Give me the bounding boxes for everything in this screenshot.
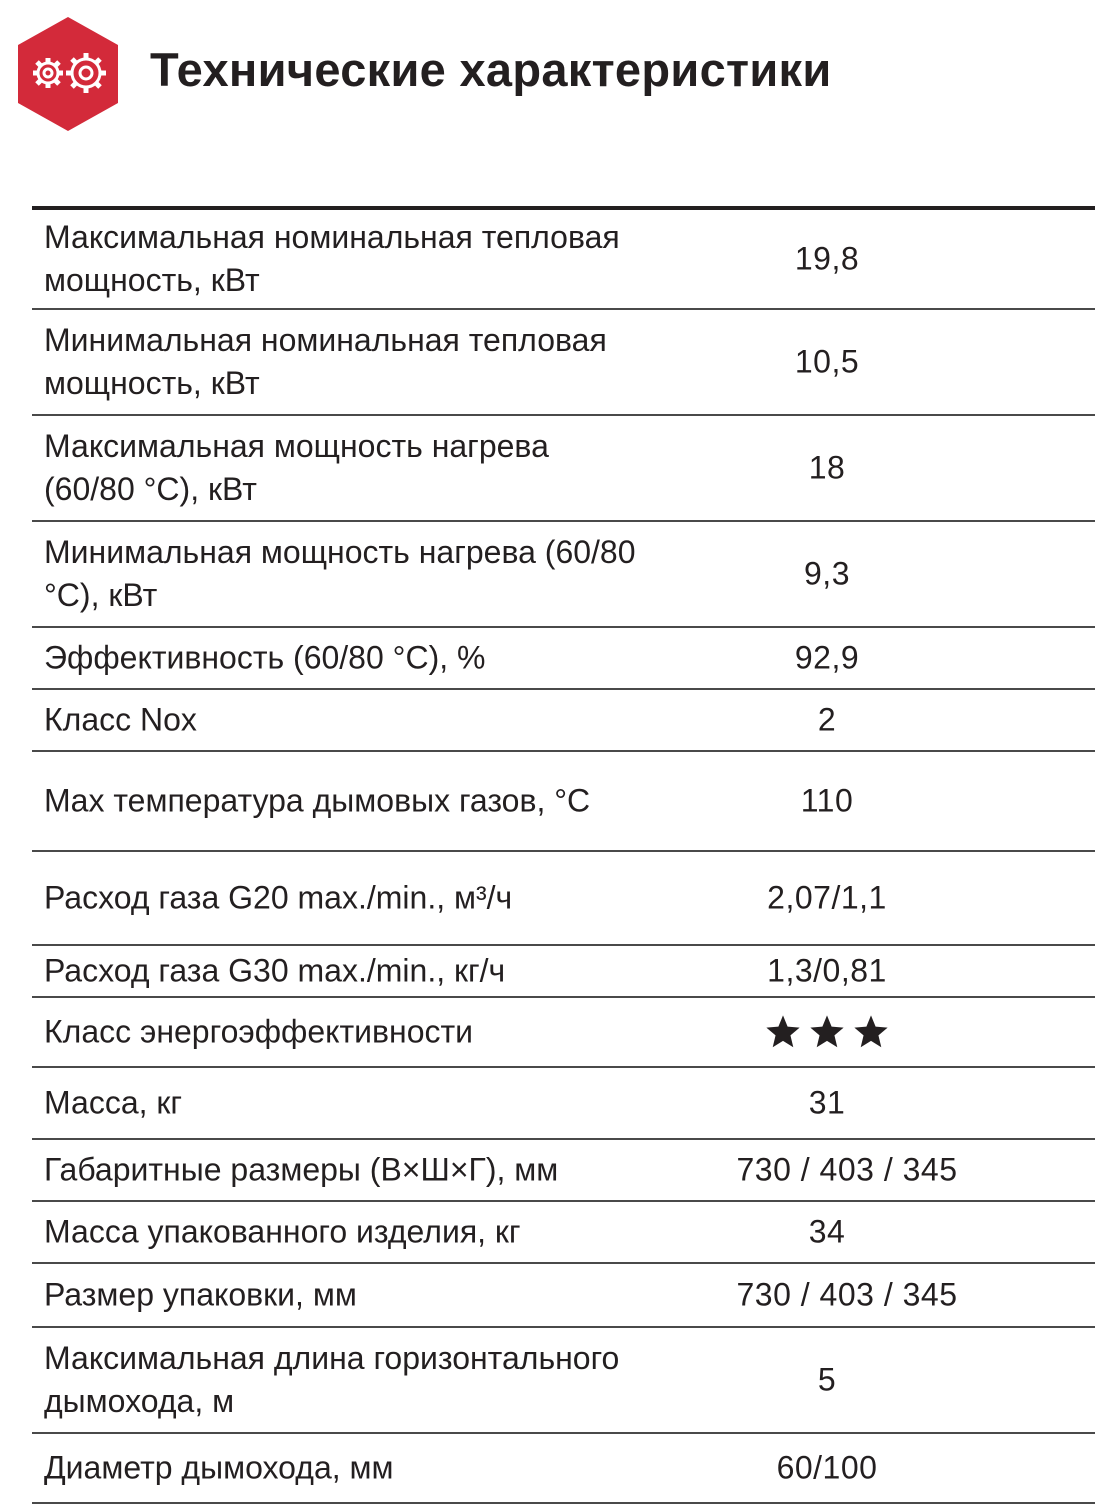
spec-label: Минимальная мощность нагрева (60/80 °С), кВт: [44, 534, 636, 613]
spec-row: [32, 628, 1095, 690]
spec-row: [32, 1434, 1095, 1504]
star-icon: [764, 1013, 802, 1051]
spec-value: 18: [808, 449, 846, 486]
energy-class-stars: [672, 1013, 982, 1051]
gears-icon: [10, 15, 126, 131]
spec-value: 730 / 403 / 345: [736, 1276, 958, 1313]
spec-label: Максимальная мощность нагрева (60/80 °С), кВт: [44, 428, 549, 507]
spec-row: [32, 522, 1095, 628]
spec-label: Минимальная номинальная тепловая мощность, кВт: [44, 322, 607, 401]
spec-label: Масса, кг: [44, 1084, 183, 1121]
spec-label: Расход газа G20 max./min., м³/ч: [44, 879, 513, 916]
spec-row: [32, 416, 1095, 522]
spec-row: [32, 1264, 1095, 1328]
spec-row: [32, 998, 1095, 1068]
spec-label: Эффективность (60/80 °С), %: [44, 639, 486, 676]
spec-label: Диаметр дымохода, мм: [44, 1449, 394, 1486]
spec-row: [32, 1140, 1095, 1202]
spec-label: Масса упакованного изделия, кг: [44, 1213, 521, 1250]
star-icon: [852, 1013, 890, 1051]
spec-label: Класс Nox: [44, 701, 197, 738]
page-title: Технические характеристики: [150, 43, 832, 96]
spec-table: [32, 206, 1095, 1504]
spec-row: [32, 852, 1095, 946]
spec-row: [32, 1328, 1095, 1434]
spec-label: Класс энергоэффективности: [44, 1013, 474, 1050]
star-icon: [808, 1013, 846, 1051]
spec-label: Размер упаковки, мм: [44, 1276, 357, 1313]
spec-value: 2,07/1,1: [767, 879, 887, 916]
spec-value: 19,8: [794, 240, 860, 277]
spec-label: Максимальная номинальная тепловая мощность, кВт: [44, 219, 620, 298]
header: [0, 0, 1106, 150]
spec-label: Габаритные размеры (В×Ш×Г), мм: [44, 1151, 559, 1188]
spec-label: Максимальная длина горизонтального дымохода, м: [44, 1340, 620, 1419]
spec-row: [32, 752, 1095, 852]
spec-label: Расход газа G30 max./min., кг/ч: [44, 952, 506, 989]
spec-value: 730 / 403 / 345: [736, 1151, 958, 1188]
spec-value: 110: [800, 782, 854, 819]
spec-value: 92,9: [794, 639, 860, 676]
spec-value: 2: [817, 701, 837, 738]
spec-label: Max температура дымовых газов, °С: [44, 782, 591, 819]
spec-row: [32, 210, 1095, 310]
spec-row: [32, 946, 1095, 998]
spec-value: 10,5: [794, 343, 860, 380]
spec-row: [32, 1202, 1095, 1264]
spec-value: 1,3/0,81: [767, 952, 887, 989]
spec-row: [32, 1068, 1095, 1140]
spec-row: [32, 690, 1095, 752]
spec-value: 60/100: [776, 1449, 878, 1486]
spec-value: 5: [817, 1361, 837, 1398]
spec-row: [32, 310, 1095, 416]
spec-value: 34: [808, 1213, 846, 1250]
spec-value: 31: [808, 1084, 846, 1121]
spec-value: 9,3: [804, 555, 850, 592]
